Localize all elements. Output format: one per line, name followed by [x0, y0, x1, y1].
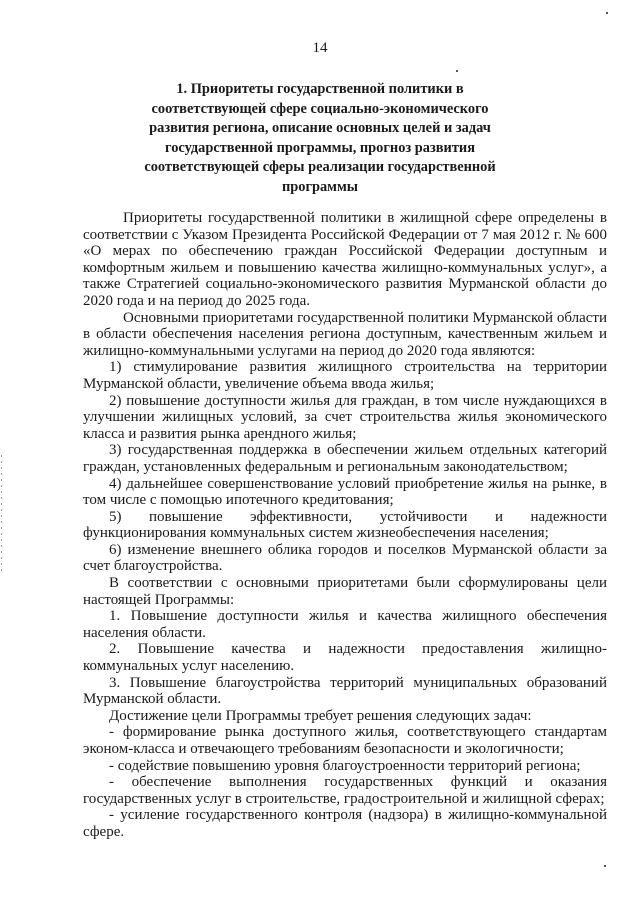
list-item: 3) государственная поддержка в обеспечении жильем отдельных категорий граждан, установленных федеральным и региональным законодательством; — [83, 442, 607, 475]
goal-item: 2. Повышение качества и надежности предоставления жилищно-коммунальных услуг населению. — [83, 641, 607, 675]
goal-item: 3. Повышение благоустройства территорий муниципальных образований Мурманской области. — [83, 674, 607, 708]
paragraph: Приоритеты государственной политики в жилищной сфере определены в соответствии с Указом Президента Российской Федерации от 7 мая 2012 г. № 600 «О мерах по обеспечению граждан Российской Федерации доступным и комфортным жильем и повышению качества жилищно-коммунальных услуг», а также Стратегией социально-экономического развития Мурманской области до 2020 года и на период до 2025 года. — [83, 210, 607, 309]
section-heading: 1. Приоритеты государственной политики в соответствующей сфере социально-экономического развития региона, описание основных целей и задач государственной программы, прогноз развития соответствующей сферы реализации государственной программы — [144, 81, 496, 195]
task-item: - усиление государственного контроля (надзора) в жилищно-коммунальной сфере. — [83, 807, 607, 840]
body-text — [83, 210, 607, 841]
paragraph: Основными приоритетами государственной политики Мурманской области в области обеспечения населения региона доступным, качественным жильем и жилищно-коммунальными услугами на период до 2020 года являются: — [83, 309, 607, 359]
task-item: - содействие повышению уровня благоустроенности территорий региона; — [109, 757, 581, 774]
goal-item: 1. Повышение доступности жилья и качества жилищного обеспечения населения области. — [83, 608, 607, 641]
task-item: - обеспечение выполнения государственных функций и оказания государственных услуг в строительстве, градостроительной и жилищной сферах; — [83, 774, 607, 807]
paragraph: В соответствии с основными приоритетами были сформулированы цели настоящей Программы: — [83, 575, 607, 608]
paragraph: Достижение цели Программы требует решения следующих задач: — [109, 707, 532, 724]
page-number: 14 — [312, 40, 328, 56]
list-item: 4) дальнейшее совершенствование условий приобретение жилья на рынке, в том числе с помощью ипотечного кредитования; — [83, 475, 607, 509]
list-item: 6) изменение внешнего облика городов и поселков Мурманской области за счет благоустройства. — [83, 541, 607, 575]
scan-speck — [604, 865, 606, 867]
list-item: 5) повышение эффективности, устойчивости и надежности функционирования коммунальных систем жизнеобеспечения населения; — [83, 508, 607, 542]
scan-speck — [456, 70, 458, 72]
task-item: - формирование рынка доступного жилья, соответствующего стандартам эконом-класса и отвечающего требованиям безопасности и экологичности; — [83, 724, 607, 757]
scan-speck — [606, 12, 608, 14]
list-item: 1) стимулирование развития жилищного строительства на территории Мурманской области, увеличение объема ввода жилья; — [83, 359, 607, 392]
scan-edge-artifact — [1, 455, 2, 575]
list-item: 2) повышение доступности жилья для граждан, в том числе нуждающихся в улучшении жилищных условий, за счет строительства жилья экономического класса и развития рынка арендного жилья; — [83, 392, 607, 442]
